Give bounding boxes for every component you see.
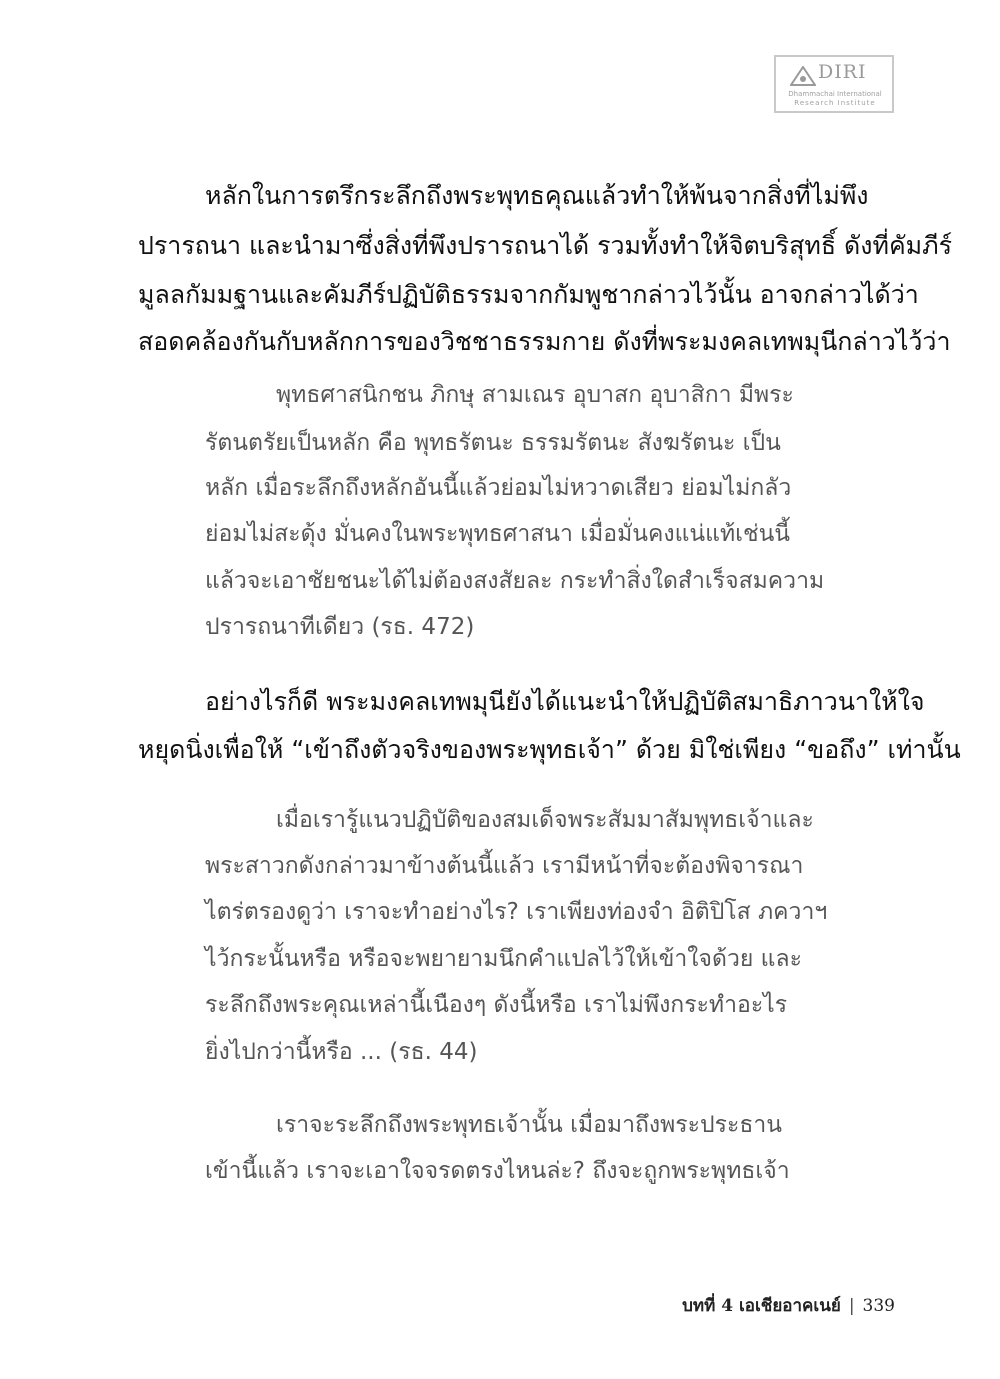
quote3-line: เราจะระลึกถึงพระพุทธเจ้านั้น เมื่อมาถึงพระประธาน [276, 1112, 782, 1138]
footer-separator: | [848, 1296, 855, 1316]
quote1-line: แล้วจะเอาชัยชนะได้ไม่ต้องสงสัยละ กระทำสิ่งใดสำเร็จสมความ [205, 568, 825, 594]
quote3-line: เข้านี้แล้ว เราจะเอาใจจรดตรงไหนล่ะ? ถึงจะถูกพระพุทธเจ้า [205, 1158, 790, 1184]
quote2-line: ยิ่งไปกว่านี้หรือ ... (รธ. 44) [205, 1039, 478, 1065]
quote1-line: ย่อมไม่สะดุ้ง มั่นคงในพระพุทธศาสนา เมื่อมั่นคงแน่แท้เช่นนี้ [205, 521, 791, 547]
quote2-line: ไว้กระนั้นหรือ หรือจะพยายามนึกคำแปลไว้ให้เข้าใจด้วย และ [205, 946, 802, 972]
paragraph1-line: สอดคล้องกันกับหลักการของวิชชาธรรมกาย ดังที่พระมงคลเทพมุนีกล่าวไว้ว่า [138, 327, 951, 356]
logo-subtitle-line2: Research Institute [794, 99, 876, 107]
quote2-line: ไตร่ตรองดูว่า เราจะทำอย่างไร? เราเพียงท่องจำ อิติปิโส ภควาฯ [205, 899, 828, 925]
paragraph1-line: หลักในการตรึกระลึกถึงพระพุทธคุณแล้วทำให้พ้นจากสิ่งที่ไม่พึง [205, 181, 869, 210]
triangle-logo-icon [790, 66, 816, 86]
page-number: 339 [862, 1296, 895, 1316]
diri-logo [774, 55, 894, 113]
quote2-line: พระสาวกดังกล่าวมาข้างต้นนี้แล้ว เรามีหน้าที่จะต้องพิจารณา [205, 853, 804, 879]
logo-subtitle-line1: Dhammachai International [788, 90, 882, 98]
quote1-line: ปรารถนาทีเดียว (รธ. 472) [205, 614, 475, 640]
paragraph1-line: ปรารถนา และนำมาซึ่งสิ่งที่พึงปรารถนาได้ รวมทั้งทำให้จิตบริสุทธิ์ ดังที่คัมภีร์ [138, 231, 953, 260]
quote1-line: พุทธศาสนิกชน ภิกษุ สามเณร อุบาสก อุบาสิกา มีพระ [276, 382, 794, 408]
page-footer [682, 1292, 895, 1319]
quote1-line: รัตนตรัยเป็นหลัก คือ พุทธรัตนะ ธรรมรัตนะ สังฆรัตนะ เป็น [205, 430, 781, 456]
chapter-title: บทที่ 4 เอเชียอาคเนย์ [682, 1296, 841, 1316]
quote2-line: ระลึกถึงพระคุณเหล่านี้เนืองๆ ดังนี้หรือ เราไม่พึงกระทำอะไร [205, 992, 788, 1018]
quote1-line: หลัก เมื่อระลึกถึงหลักอันนี้แล้วย่อมไม่หวาดเสียว ย่อมไม่กลัว [205, 475, 792, 501]
paragraph1-line: มูลลกัมมฐานและคัมภีร์ปฏิบัติธรรมจากกัมพูชากล่าวไว้นั้น อาจกล่าวได้ว่า [138, 280, 919, 309]
logo-name: DIRI [818, 61, 867, 83]
paragraph2-line: อย่างไรก็ดี พระมงคลเทพมุนียังได้แนะนำให้ปฏิบัติสมาธิภาวนาให้ใจ [205, 687, 925, 716]
quote2-line: เมื่อเรารู้แนวปฏิบัติของสมเด็จพระสัมมาสัมพุทธเจ้าและ [276, 807, 814, 833]
paragraph2-line: หยุดนิ่งเพื่อให้ “เข้าถึงตัวจริงของพระพุทธเจ้า” ด้วย มิใช่เพียง “ขอถึง” เท่านั้น [138, 735, 961, 764]
